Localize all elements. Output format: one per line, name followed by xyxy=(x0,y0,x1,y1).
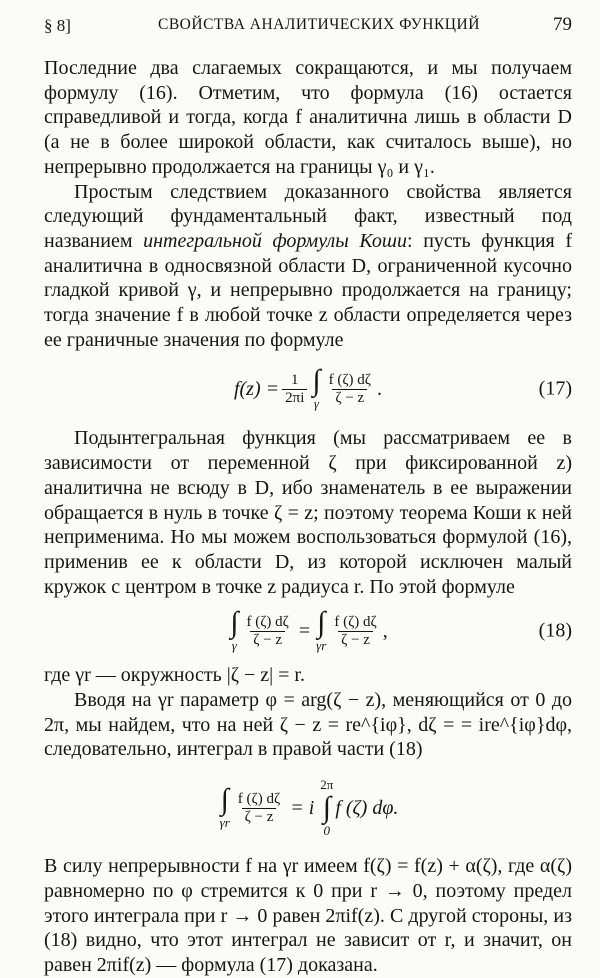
paragraph-4: где γr — окружность |ζ − z| = r. xyxy=(44,664,305,687)
integral-sign: ∫ γr xyxy=(316,606,327,654)
formula-17-coefficient: $\frac{1}{2\pi i}$ xyxy=(282,372,307,407)
paragraph-2: Простым следствием доказанного свойства является следующий фундаментальный факт, известный под названием интегральной формулы Коши: пусть функция f аналитична в односвязной области D, ограниченной кусочно гладкой кривой γ, и непрерывно продолжается на границу; тогда значение f в любой точке z области определяется через ее граничные значения по формуле xyxy=(44,180,572,351)
formula-integral-phi: ∫ γr $\frac{f (\zeta) d\zeta}{\zeta - z}$ = i 2π ∫ 0 f (ζ) dφ. xyxy=(219,777,399,839)
paragraph-6: В силу непрерывности f на γr имеем f(ζ) = f(z) + α(ζ), где α(ζ) равномерно по φ стремится к 0 при r → 0, поэтому предел этого интеграла при r → 0 равен 2πif(z). С другой стороны, из (18) видно, что этот интеграл не зависит от r, и значит, он равен 2πif(z) — формула (17) доказана. xyxy=(44,855,572,976)
page-body xyxy=(44,56,572,978)
formula-17-integrand: $\frac{f (\zeta) d\zeta}{\zeta - z}$ xyxy=(328,371,372,406)
running-title: СВОЙСТВА АНАЛИТИЧЕСКИХ ФУНКЦИЙ xyxy=(158,16,480,33)
integral-sign: ∫ γ xyxy=(230,606,239,654)
page-number: 79 xyxy=(553,14,572,35)
formula-phi-integrand: $\frac{f (\zeta) d\zeta}{\zeta - z}$ xyxy=(237,790,281,825)
formula-number-17: (17) xyxy=(538,377,572,400)
formula-17-lhs: f(z) = xyxy=(233,377,280,400)
paragraph-5: Вводя на γr параметр φ = arg(ζ − z), меняющийся от 0 до 2π, мы найдем, что на ней ζ − z = re^{iφ}, dζ = = ire^{iφ}dφ, следовательно, интеграл в правой части (18) xyxy=(44,689,572,761)
formula-18-left-integrand: $\frac{f (\zeta) d\zeta}{\zeta - z}$ xyxy=(246,613,289,648)
paragraph-1: Последние два слагаемых сокращаются, и мы получаем формулу (16). Отметим, что формула (16) остается справедливой и тогда, когда f аналитична лишь в области D (а не в более широкой области, как считалось выше), но непрерывно продолжается на границы γ₀ и γ₁. xyxy=(44,57,572,178)
cauchy-formula-term: интегральной формулы Коши xyxy=(143,229,408,252)
running-header xyxy=(44,8,572,48)
section-number: § 8] xyxy=(44,16,71,35)
formula-18-right-integrand: $\frac{f (\zeta) d\zeta}{\zeta - z}$ xyxy=(334,613,377,648)
integral-sign: ∫ γ xyxy=(312,364,321,412)
formula-18: ∫ γ $\frac{f (\zeta) d\zeta}{\zeta - z}$ = ∫ γr $\frac{f (\zeta) d\zeta}{\zeta - z}$ , (18) xyxy=(230,606,572,654)
integral-sign: ∫ γr xyxy=(219,783,230,831)
integral-sign: 2π ∫ 0 xyxy=(320,777,334,839)
formula-17: f(z) = $\frac{1}{2\pi i}$ ∫ γ $\frac{f (\zeta) d\zeta}{\zeta - z}$ . (17) xyxy=(233,364,572,412)
paragraph-3: Подынтегральная функция (мы рассматриваем ее в зависимости от переменной ζ при фиксированной z) аналитична не всюду в D, ибо знаменатель в ее выражении обращается в нуль в точке ζ = z; поэтому теорема Коши к ней неприменима. Но мы можем воспользоваться формулой (16), применив ее к области D, из которой исключен малый кружок с центром в точке z радиуса r. По этой формуле xyxy=(44,427,572,598)
formula-number-18: (18) xyxy=(538,619,572,642)
